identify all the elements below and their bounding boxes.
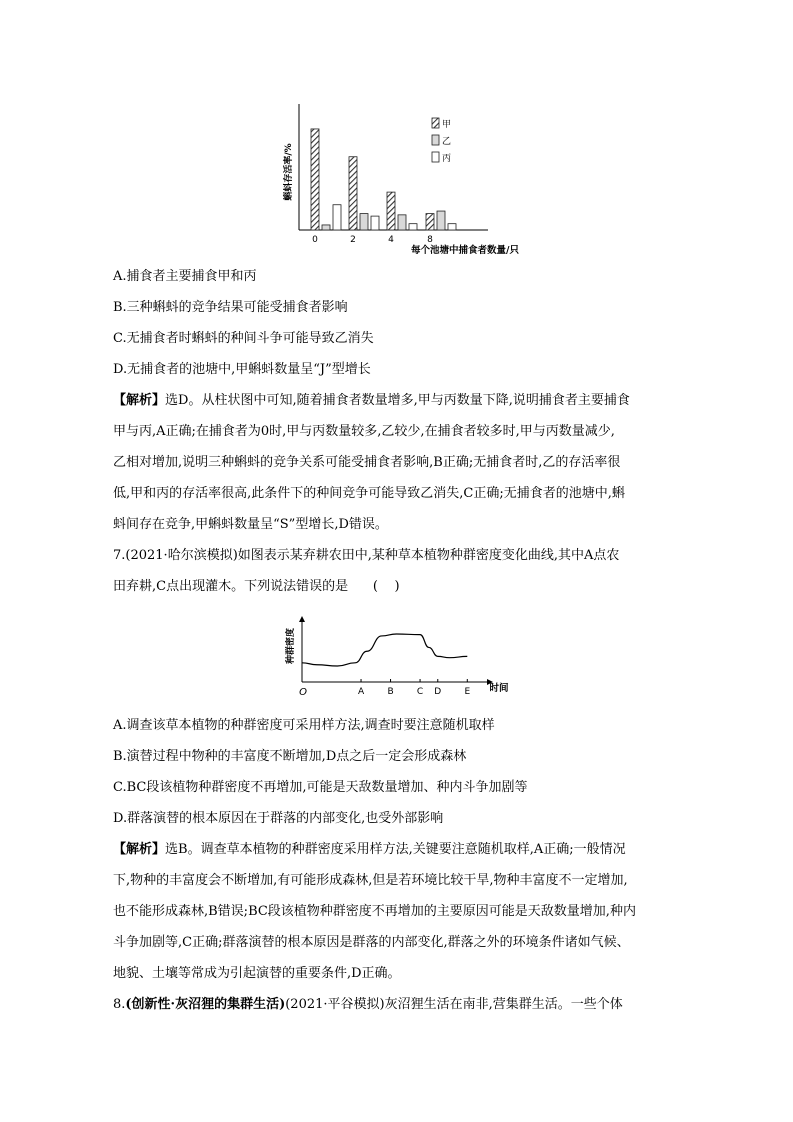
chart1-bar-丙-2 [371,216,379,230]
q7-option-c: C.BC段该植物种群密度不再增加,可能是天敌数量增加、种内斗争加剧等 [113,780,528,795]
q6-option-b: B.三种蝌蚪的竞争结果可能受捕食者影响 [113,300,348,315]
chart1-bar-乙-0 [322,225,330,230]
tadpole-survival-bar-chart [280,100,520,260]
chart2-y-axis-label: 种群密度 [286,627,296,665]
chart2-tick-label-A: A [357,687,365,697]
q7-analysis-line-4: 斗争加剧等,C正确;群落演替的根本原因是群落的内部变化,群落之外的环境条件诸如气候、 [113,935,630,950]
q7-stem-line-1: 7.(2021·哈尔滨模拟)如图表示某弃耕农田中,某种草本植物种群密度变化曲线,其中A点农 [113,548,620,563]
q6-analysis-tag: 【解析】 [113,393,166,408]
chart1-legend-swatch-丙 [432,152,439,162]
q6-analysis-line-5: 蚪间存在竞争,甲蝌蚪数量呈“S”型增长,D错误。 [113,517,388,532]
chart1-bar-甲-2 [349,157,357,230]
q6-option-a: A.捕食者主要捕食甲和丙 [113,269,257,284]
q7-analysis-text-1: 选B。调查草本植物的种群密度采用样方法,关键要注意随机取样,A正确;一般情况 [165,842,626,857]
chart1-bar-甲-8 [426,214,434,230]
chart1-bar-丙-8 [448,224,456,230]
chart1-legend-swatch-乙 [432,135,439,145]
chart1-bar-甲-0 [311,129,319,230]
q8-topic: (创新性·灰沼狸的集群生活) [125,997,286,1012]
q6-option-d: D.无捕食者的池塘中,甲蝌蚪数量呈“J”型增长 [113,362,371,377]
chart1-legend-swatch-甲 [432,118,439,128]
chart1-legend-label-乙: 乙 [442,137,452,147]
population-density-line-chart [285,614,525,698]
chart2-y-arrow [299,616,305,622]
q8-number: 8. [113,997,126,1012]
chart2-x-axis-label: 时间 [489,683,509,694]
chart1-bar-乙-4 [398,215,406,230]
chart1-bar-丙-4 [409,224,417,230]
q7-analysis-line-5: 地貌、土壤等常成为引起演替的重要条件,D正确。 [113,966,401,981]
chart1-bar-甲-4 [387,192,395,230]
chart2-density-curve [302,634,467,666]
chart2-axes [299,616,493,685]
q7-option-b: B.演替过程中物种的丰富度不断增加,D点之后一定会形成森林 [113,749,467,764]
q6-analysis-text-1: 选D。从柱状图中可知,随着捕食者数量增多,甲与丙数量下降,说明捕食者主要捕食 [165,393,630,408]
chart1-x-tick-label: 0 [312,235,318,245]
q7-analysis-line-1 [113,841,626,859]
chart2-tick-label-C: C [416,687,424,697]
q7-stem-line-2: 田弃耕,C点出现灌木。下列说法错误的是 ( ) [113,579,400,594]
chart1-legend-label-甲: 甲 [442,120,452,130]
chart2-tick-label-B: B [387,687,394,697]
chart2-tick-label-E: E [464,687,471,697]
chart1-legend-label-丙: 丙 [442,154,452,164]
chart2-tick-label-D: D [434,687,442,697]
q7-analysis-tag: 【解析】 [113,842,166,857]
chart2-origin-label: O [299,687,307,698]
chart1-x-tick-label: 2 [350,235,356,245]
q7-option-d: D.群落演替的根本原因在于群落的内部变化,也受外部影响 [113,811,444,826]
chart1-bar-乙-8 [437,211,445,230]
chart1-legend [432,118,451,164]
q6-analysis-line-4: 低,甲和丙的存活率很高,此条件下的种间竞争可能导致乙消失,C正确;无捕食者的池塘中,蝌 [113,486,625,501]
chart1-x-tick-label: 8 [427,235,433,245]
q7-option-a: A.调查该草本植物的种群密度可采用样方法,调查时要注意随机取样 [113,718,495,733]
q8-stem-line-1 [113,996,623,1014]
q6-analysis-line-2: 甲与丙,A正确;在捕食者为0时,甲与丙数量较多,乙较少,在捕食者较多时,甲与丙数量减少, [113,424,615,439]
q8-stem-text: (2021·平谷模拟)灰沼狸生活在南非,营集群生活。一些个体 [285,997,623,1012]
q6-option-c: C.无捕食者时蝌蚪的种间斗争可能导致乙消失 [113,331,374,346]
q7-analysis-line-2: 下,物种的丰富度会不断增加,有可能形成森林,但是若环境比较干旱,物种丰富度不一定增加, [113,873,628,888]
chart1-x-tick-label: 4 [388,235,394,245]
q6-analysis-line-3: 乙相对增加,说明三种蝌蚪的竞争关系可能受捕食者影响,B正确;无捕食者时,乙的存活率很 [113,455,621,470]
chart1-x-axis-label: 每个池塘中捕食者数量/只 [411,245,519,256]
chart1-y-axis-label: 蝌蚪存活率/% [284,143,294,201]
q6-analysis-line-1 [113,392,630,410]
chart1-bar-丙-0 [333,205,341,230]
chart1-bar-乙-2 [360,214,368,230]
q7-analysis-line-3: 也不能形成森林,B错误;BC段该植物种群密度不再增加的主要原因可能是天敌数量增加,种内 [113,904,636,919]
